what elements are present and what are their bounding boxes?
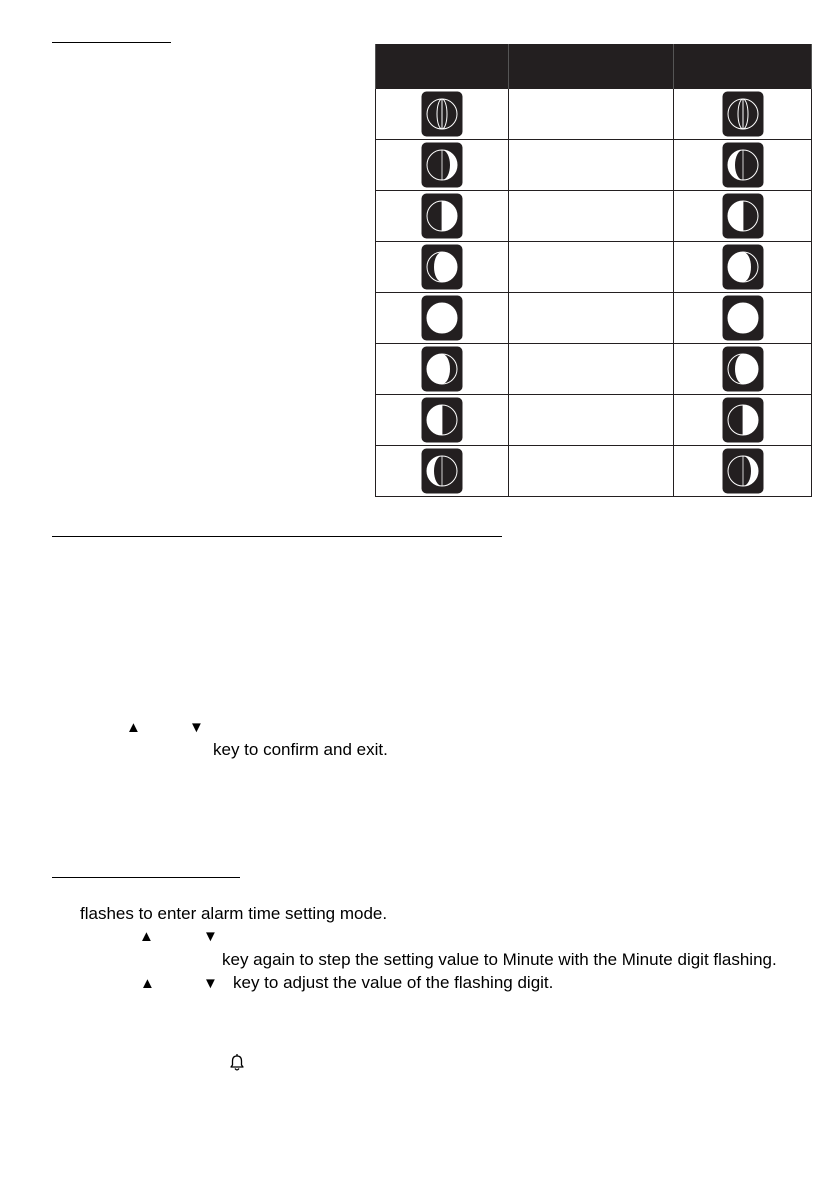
up-arrow-icon: ▲ [140, 975, 155, 992]
waxing-crescent-icon [421, 142, 463, 188]
minute-step-text: key again to step the setting value to Minute with the Minute digit flashing. [222, 950, 777, 969]
moon-phase-name-cell [509, 395, 674, 446]
waning-gibbous-icon [722, 244, 764, 290]
moon-table-row [376, 191, 812, 242]
moon-phase-table [375, 44, 812, 497]
first-quarter-icon [421, 193, 463, 239]
last-quarter-icon [722, 193, 764, 239]
moon-table-row [376, 293, 812, 344]
waning-crescent-icon [421, 448, 463, 494]
last-quarter-icon [421, 397, 463, 443]
moon-phase-name-cell [509, 140, 674, 191]
moon-table-row [376, 140, 812, 191]
southern-hemisphere-cell [674, 446, 812, 497]
moon-table-row [376, 242, 812, 293]
waning-gibbous-icon [421, 346, 463, 392]
moon-table-row [376, 446, 812, 497]
moon-phase-name-cell [509, 242, 674, 293]
up-arrow-icon: ▲ [139, 928, 154, 945]
full-moon-icon [421, 295, 463, 341]
southern-hemisphere-cell [674, 344, 812, 395]
section-3-heading-underline [52, 877, 240, 878]
northern-hemisphere-cell [376, 242, 509, 293]
waning-crescent-icon [722, 142, 764, 188]
moon-phase-name-cell [509, 89, 674, 140]
moon-table-header-cell [509, 44, 674, 89]
full-moon-icon [722, 295, 764, 341]
waxing-gibbous-icon [421, 244, 463, 290]
moon-phase-name-cell [509, 191, 674, 242]
northern-hemisphere-cell [376, 191, 509, 242]
up-arrow-icon: ▲ [126, 719, 141, 736]
down-arrow-icon: ▼ [203, 928, 218, 945]
moon-table-row [376, 395, 812, 446]
southern-hemisphere-cell [674, 395, 812, 446]
moon-table-header-cell [674, 44, 812, 89]
southern-hemisphere-cell [674, 242, 812, 293]
northern-hemisphere-cell [376, 140, 509, 191]
moon-phase-name-cell [509, 446, 674, 497]
southern-hemisphere-cell [674, 140, 812, 191]
northern-hemisphere-cell [376, 395, 509, 446]
new-moon-icon [722, 91, 764, 137]
southern-hemisphere-cell [674, 89, 812, 140]
moon-phase-name-cell [509, 344, 674, 395]
northern-hemisphere-cell [376, 446, 509, 497]
confirm-exit-text: key to confirm and exit. [213, 740, 388, 759]
adjust-digit-text: key to adjust the value of the flashing digit. [233, 973, 554, 992]
down-arrow-icon: ▼ [189, 719, 204, 736]
moon-table-header [376, 44, 812, 89]
moon-table-row [376, 344, 812, 395]
moon-table-header-cell [376, 44, 509, 89]
northern-hemisphere-cell [376, 344, 509, 395]
bell-icon [227, 1053, 247, 1073]
southern-hemisphere-cell [674, 191, 812, 242]
alarm-setting-mode-text: flashes to enter alarm time setting mode. [80, 904, 388, 923]
new-moon-icon [421, 91, 463, 137]
moon-table-row [376, 89, 812, 140]
waxing-crescent-icon [722, 448, 764, 494]
first-quarter-icon [722, 397, 764, 443]
northern-hemisphere-cell [376, 293, 509, 344]
southern-hemisphere-cell [674, 293, 812, 344]
section-1-heading-underline [52, 42, 171, 43]
northern-hemisphere-cell [376, 89, 509, 140]
moon-phase-name-cell [509, 293, 674, 344]
section-2-heading-underline [52, 536, 502, 537]
down-arrow-icon: ▼ [203, 975, 218, 992]
waxing-gibbous-icon [722, 346, 764, 392]
